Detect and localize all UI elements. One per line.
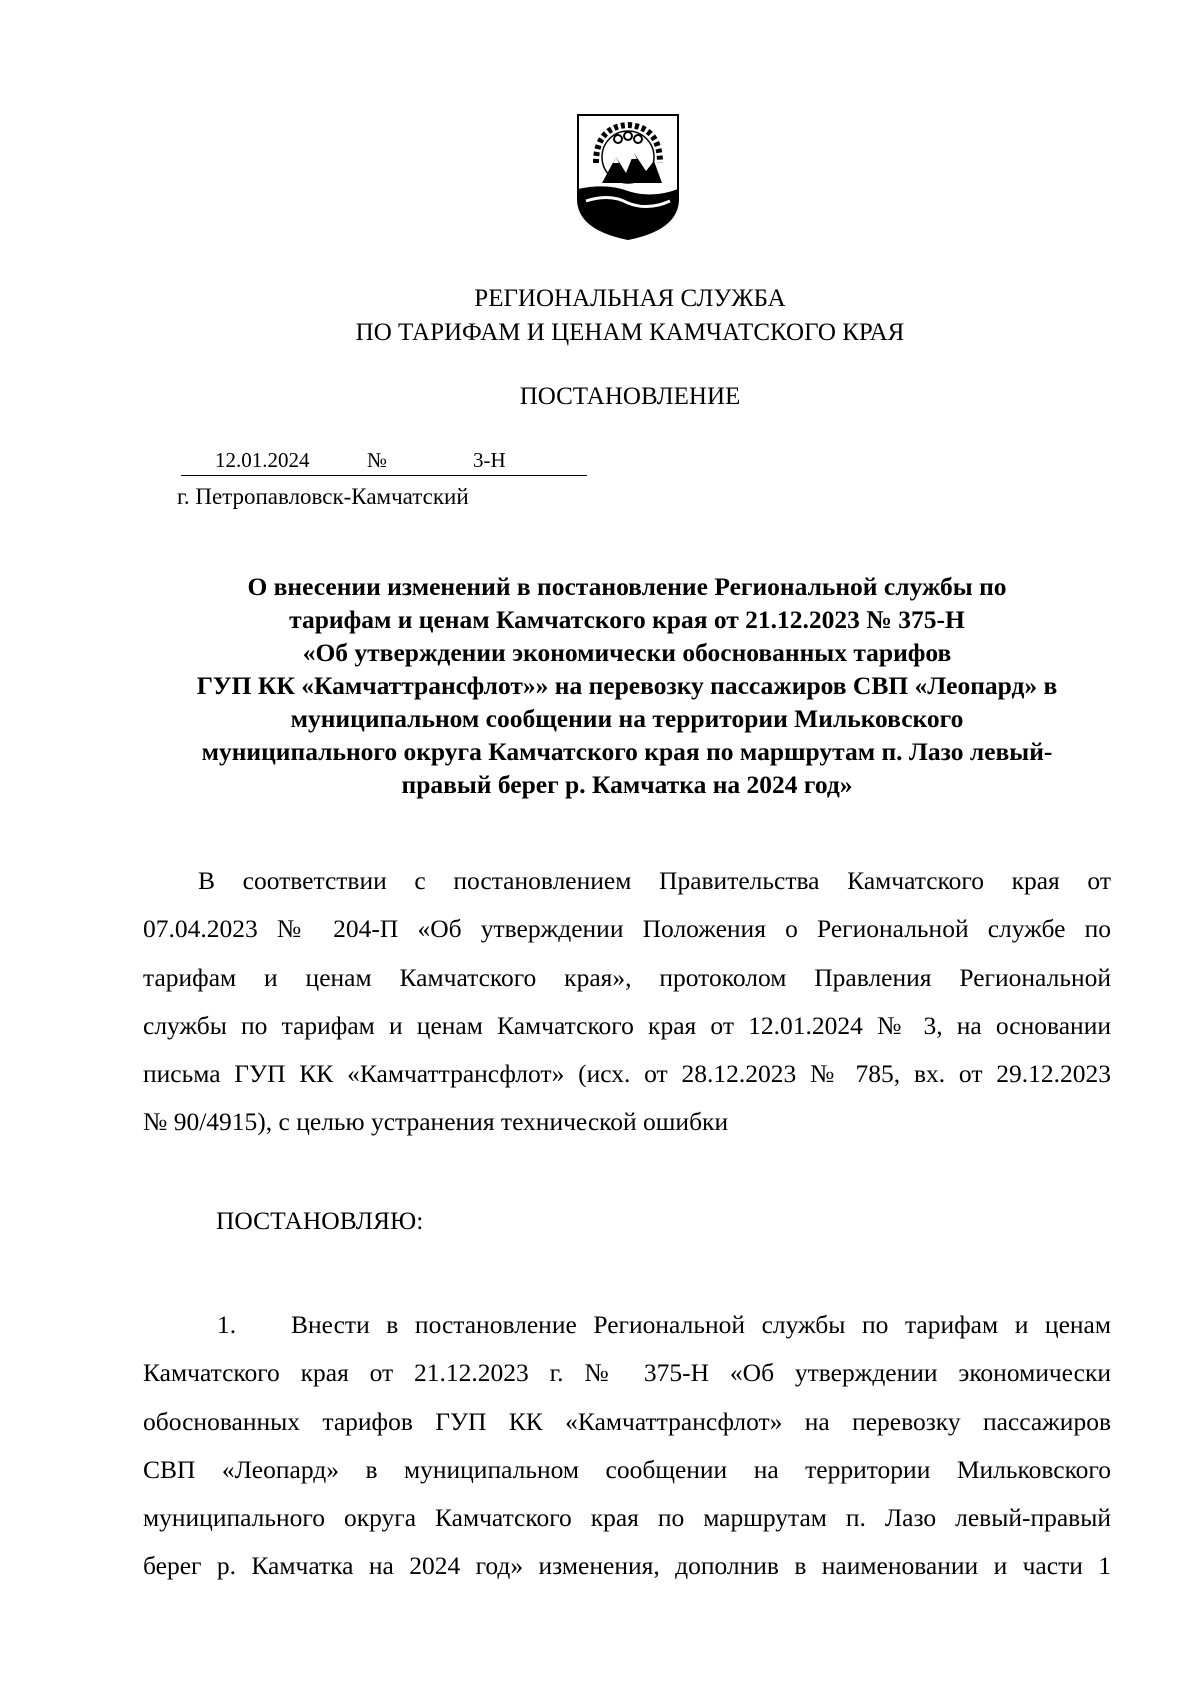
document-type-heading: ПОСТАНОВЛЕНИЕ	[519, 383, 741, 410]
preamble-line: В соответствии с постановлением Правительства Камчатского края от	[198, 866, 1111, 895]
title-line: О внесении изменений в постановление Региональной службы по	[247, 572, 1007, 601]
number-sign: №	[367, 448, 388, 472]
item-1-number: 1.	[217, 1310, 237, 1339]
title-line: муниципальном сообщении на территории Мильковского	[290, 704, 964, 733]
item-1-line: Внести в постановление Региональной службы по тарифам и ценам	[291, 1310, 1111, 1339]
title-line: тарифам и ценам Камчатского края от 21.12.2023 № 375-Н	[289, 605, 965, 634]
document-date: 12.01.2024	[215, 448, 310, 472]
decree-word: ПОСТАНОВЛЯЮ:	[216, 1206, 424, 1235]
item-1-line: обоснованных тарифов ГУП КК «Камчаттрансфлот» на перевозку пассажиров	[143, 1406, 1111, 1436]
item-1-first-line	[143, 1301, 1111, 1349]
item-1-paragraph	[143, 1301, 1111, 1591]
title-line: правый берег р. Камчатка на 2024 год»	[401, 770, 853, 799]
item-1-line: Камчатского края от 21.12.2023 г. № 375-Н «Об утверждении экономически	[143, 1358, 1111, 1388]
title-line: ГУП КК «Камчаттрансфлот»» на перевозку пассажиров СВП «Леопард» в	[196, 671, 1058, 700]
city-of-issue: г. Петропавловск-Камчатский	[177, 484, 469, 509]
document-title	[143, 570, 1111, 801]
meta-underline	[181, 475, 587, 476]
organization-name-line-1: РЕГИОНАЛЬНАЯ СЛУЖБА	[474, 285, 786, 312]
document-number: 3-Н	[473, 448, 506, 472]
document-meta-row	[181, 448, 587, 478]
preamble-line: службы по тарифам и ценам Камчатского края от 12.01.2024 № 3, на основании	[143, 1010, 1111, 1040]
kamchatka-coat-of-arms-icon	[576, 113, 680, 241]
item-1-line: муниципального округа Камчатского края по маршрутам п. Лазо левый-правый	[143, 1503, 1111, 1533]
organization-name-line-2: ПО ТАРИФАМ И ЦЕНАМ КАМЧАТСКОГО КРАЯ	[355, 319, 905, 346]
preamble-line: тарифам и ценам Камчатского края», протоколом Правления Региональной	[143, 962, 1111, 992]
preamble-line: 07.04.2023 № 204-П «Об утверждении Положения о Региональной службе по	[143, 914, 1111, 944]
title-line: муниципального округа Камчатского края по маршрутам п. Лазо левый-	[201, 737, 1053, 766]
preamble-paragraph	[143, 857, 1111, 1147]
item-1-line: берег р. Камчатка на 2024 год» изменения, дополнив в наименовании и части 1	[143, 1551, 1111, 1581]
preamble-line: письма ГУП КК «Камчаттрансфлот» (исх. от 28.12.2023 № 785, вх. от 29.12.2023	[143, 1059, 1111, 1089]
preamble-line: № 90/4915), с целью устранения технической ошибки	[143, 1107, 729, 1137]
item-1-line: СВП «Леопард» в муниципальном сообщении на территории Мильковского	[143, 1454, 1111, 1484]
title-line: «Об утверждении экономически обоснованных тарифов	[302, 638, 952, 667]
